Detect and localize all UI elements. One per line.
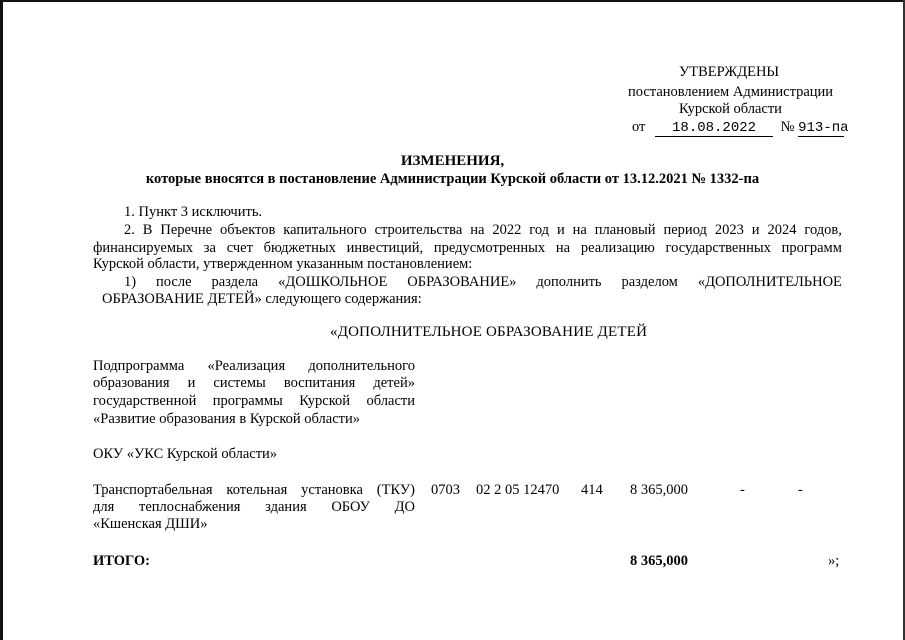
- date-prefix: от: [632, 119, 646, 135]
- total-amount: 8 365,000: [630, 553, 688, 569]
- amount-2023: -: [740, 482, 745, 498]
- amount-2024: -: [798, 482, 803, 498]
- document-subtitle: которые вносятся в постановление Администрации Курской области от 13.12.2021 № 1332-па: [145, 171, 760, 187]
- number-prefix: №: [780, 119, 795, 135]
- subprogram-line-3: государственной программы Курской области: [93, 393, 415, 409]
- document-title: ИЗМЕНЕНИЯ,: [400, 153, 505, 169]
- target-code: 02 2 05 12470: [476, 482, 560, 498]
- approval-by: постановлением Администрации: [628, 84, 834, 100]
- approval-date: 18.08.2022: [655, 120, 773, 137]
- paragraph-2-line-2: финансируемых за счет бюджетных инвестиций, предусмотренных на реализацию государственных программ: [93, 240, 842, 256]
- closing-quote: »;: [828, 553, 840, 569]
- object-name-line-3: «Кшенская ДШИ»: [93, 516, 208, 532]
- customer-name: ОКУ «УКС Курской области»: [93, 446, 278, 462]
- subprogram-line-2: образования и системы воспитания детей»: [93, 375, 415, 391]
- approval-heading: УТВЕРЖДЕНЫ: [679, 64, 780, 80]
- paragraph-2-line-3: Курской области, утвержденном указанным постановлением:: [93, 256, 473, 272]
- approval-region: Курской области: [679, 101, 782, 117]
- page-border-top: [0, 0, 905, 2]
- approval-number: 913-па: [798, 120, 849, 136]
- approval-date-line: [632, 119, 849, 137]
- paragraph-1: 1. Пункт 3 исключить.: [124, 204, 263, 220]
- paragraph-2-line-1: 2. В Перечне объектов капитального строительства на 2022 год и на плановый период 2023 и 2024 годов,: [124, 222, 842, 238]
- paragraph-3-line-1: 1) после раздела «ДОШКОЛЬНОЕ ОБРАЗОВАНИЕ» дополнить разделом «ДОПОЛНИТЕЛЬНОЕ: [124, 274, 842, 290]
- paragraph-3-line-2: ОБРАЗОВАНИЕ ДЕТЕЙ» следующего содержания:: [102, 291, 422, 307]
- page-border-left: [0, 0, 3, 640]
- expense-type: 414: [581, 482, 603, 498]
- object-name-line-2: для теплоснабжения здания ОБОУ ДО: [93, 499, 415, 515]
- total-label: ИТОГО:: [93, 553, 151, 569]
- object-name-line-1: Транспортабельная котельная установка (ТКУ): [93, 482, 415, 498]
- section-title: «ДОПОЛНИТЕЛЬНОЕ ОБРАЗОВАНИЕ ДЕТЕЙ: [330, 324, 648, 340]
- amount-2022: 8 365,000: [630, 482, 688, 498]
- subprogram-line-1: Подпрограмма «Реализация дополнительного: [93, 358, 415, 374]
- subprogram-line-4: «Развитие образования в Курской области»: [93, 411, 361, 427]
- section-code: 0703: [431, 482, 460, 498]
